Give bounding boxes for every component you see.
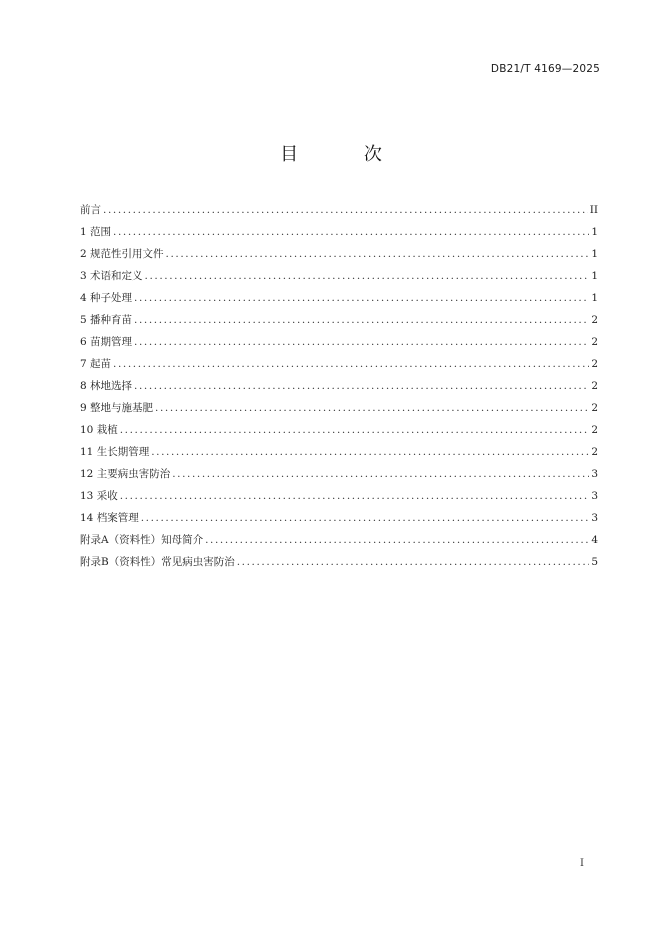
toc-entry-label: 2 规范性引用文件 [80,248,164,260]
toc-leader-dots [145,265,590,287]
toc-entry-page: 2 [591,314,598,326]
toc-entry-10[interactable] [80,419,598,441]
toc-entry-8[interactable] [80,375,598,397]
toc-leader-dots [113,353,589,375]
toc-entry-label: 12 主要病虫害防治 [80,468,171,480]
toc-leader-dots [134,309,589,331]
toc-entry-page: 2 [591,380,598,392]
toc-entry-page: II [589,204,598,216]
toc-entry-page: 5 [591,556,598,568]
toc-leader-dots [155,397,589,419]
toc-entry-label: 6 苗期管理 [80,336,133,348]
toc-entry-appendix-b[interactable] [80,551,598,573]
standard-code: DB21/T 4169—2025 [490,63,600,75]
toc-entry-12[interactable] [80,463,598,485]
toc-entry-label: 前言 [80,204,101,216]
toc-leader-dots [134,331,589,353]
toc-entry-page: 2 [591,402,598,414]
toc-entry-label: 13 采收 [80,490,118,502]
toc-entry-label: 附录B（资料性）常见病虫害防治 [80,556,235,568]
toc-entry-label: 11 生长期管理 [80,446,150,458]
toc-leader-dots [134,287,589,309]
toc-entry-page: 2 [591,424,598,436]
toc-entry-label: 4 种子处理 [80,292,133,304]
toc-entry-13[interactable] [80,485,598,507]
toc-entry-label: 9 整地与施基肥 [80,402,154,414]
toc-entry-14[interactable] [80,507,598,529]
toc-entry-label: 8 林地选择 [80,380,133,392]
toc-entry-label: 5 播种育苗 [80,314,133,326]
toc-entry-page: 3 [591,512,598,524]
toc-entry-5[interactable] [80,309,598,331]
toc-entry-label: 1 范围 [80,226,112,238]
toc-entry-page: 1 [591,292,598,304]
toc-entry-2[interactable] [80,243,598,265]
toc-entry-page: 2 [591,336,598,348]
toc-leader-dots [205,529,589,551]
toc-entry-11[interactable] [80,441,598,463]
toc-leader-dots [120,485,590,507]
toc-entry-3[interactable] [80,265,598,287]
toc-entry-label: 附录A（资料性）知母简介 [80,534,204,546]
toc-entry-7[interactable] [80,353,598,375]
toc-entry-appendix-a[interactable] [80,529,598,551]
toc-title: 目 次 [280,144,412,165]
toc-entry-9[interactable] [80,397,598,419]
toc-leader-dots [141,507,590,529]
toc-leader-dots [237,551,590,573]
toc-entry-page: 1 [591,270,598,282]
toc-entry-label: 7 起苗 [80,358,112,370]
toc-entry-foreword[interactable] [80,199,598,221]
toc-entry-page: 2 [591,446,598,458]
toc-entry-1[interactable] [80,221,598,243]
toc-entry-page: 2 [591,358,598,370]
toc-leader-dots [166,243,590,265]
toc-entry-page: 4 [591,534,598,546]
toc-leader-dots [172,463,589,485]
toc-leader-dots [134,375,589,397]
toc-entry-page: 1 [591,226,598,238]
toc-list [80,199,598,573]
toc-entry-page: 3 [591,490,598,502]
toc-leader-dots [113,221,589,243]
page-number: I [580,858,584,869]
toc-entry-4[interactable] [80,287,598,309]
toc-entry-label: 14 档案管理 [80,512,139,524]
toc-leader-dots [120,419,590,441]
toc-leader-dots [151,441,589,463]
toc-entry-6[interactable] [80,331,598,353]
toc-entry-label: 3 术语和定义 [80,270,143,282]
toc-entry-label: 10 栽植 [80,424,118,436]
toc-entry-page: 1 [591,248,598,260]
toc-entry-page: 3 [591,468,598,480]
toc-leader-dots [103,199,588,221]
